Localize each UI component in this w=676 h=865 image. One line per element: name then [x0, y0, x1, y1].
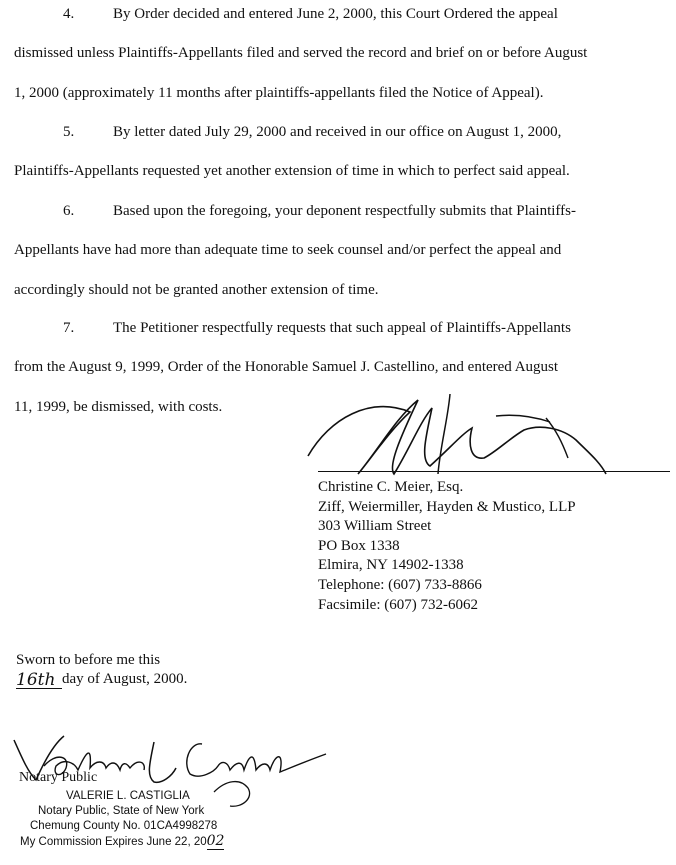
jurat — [16, 651, 187, 689]
signature-line — [318, 471, 670, 472]
attorney-name: Christine C. Meier, Esq. — [318, 479, 464, 495]
stamp-county: Chemung County No. 01CA4998278 — [30, 820, 218, 832]
notary-public-label: Notary Public — [19, 770, 98, 785]
paragraph-line: Plaintiffs-Appellants requested yet another extension of time in which to perfect said appeal. — [14, 163, 570, 179]
paragraph-line: accordingly should not be granted another extension of time. — [14, 282, 379, 298]
street-address: 303 William Street — [318, 518, 432, 535]
paragraph-number: 7. — [63, 320, 75, 336]
stamp-expiry-text: My Commission Expires June 22, 20 — [20, 836, 207, 848]
paragraph-number: 6. — [63, 203, 75, 219]
po-box: PO Box 1338 — [318, 537, 400, 554]
jurat-line-1: Sworn to before me this — [16, 652, 161, 668]
paragraph-line: The Petitioner respectfully requests that such appeal of Plaintiffs-Appellants — [113, 320, 571, 336]
facsimile: Facsimile: (607) 732-6062 — [318, 596, 478, 613]
stamp-name: VALERIE L. CASTIGLIA — [66, 790, 190, 802]
paragraph-number: 5. — [63, 124, 75, 140]
signature-block — [318, 478, 576, 615]
paragraph-line: dismissed unless Plaintiffs-Appellants filed and served the record and brief on or before August — [14, 45, 588, 61]
notary-stamp — [12, 789, 224, 850]
firm-name: Ziff, Weiermiller, Hayden & Mustico, LLP — [318, 498, 576, 515]
attorney-signature — [300, 378, 620, 490]
handwritten-day: 16th — [16, 672, 62, 689]
telephone: Telephone: (607) 733-8866 — [318, 576, 482, 593]
stamp-title: Notary Public, State of New York — [38, 805, 205, 817]
paragraph-number: 4. — [63, 6, 75, 22]
city-state-zip: Elmira, NY 14902-1338 — [318, 557, 464, 574]
paragraph-line: Appellants have had more than adequate time to seek counsel and/or perfect the appeal and — [14, 242, 562, 258]
stamp-expiry-year: 02 — [206, 833, 225, 849]
paragraph-line: By letter dated July 29, 2000 and received in our office on August 1, 2000, — [113, 124, 562, 140]
stamp-expiry — [12, 834, 224, 850]
paragraph-line: 11, 1999, be dismissed, with costs. — [14, 399, 223, 415]
paragraph-line: Based upon the foregoing, your deponent respectfully submits that Plaintiffs- — [113, 203, 576, 219]
paragraph-line: from the August 9, 1999, Order of the Honorable Samuel J. Castellino, and entered August — [14, 359, 559, 375]
paragraph-line: By Order decided and entered June 2, 2000, this Court Ordered the appeal — [113, 6, 558, 22]
jurat-line-2 — [16, 670, 187, 689]
jurat-month-year: day of August, 2000. — [62, 671, 188, 687]
paragraph-line: 1, 2000 (approximately 11 months after plaintiffs-appellants filed the Notice of Appeal). — [14, 85, 544, 101]
